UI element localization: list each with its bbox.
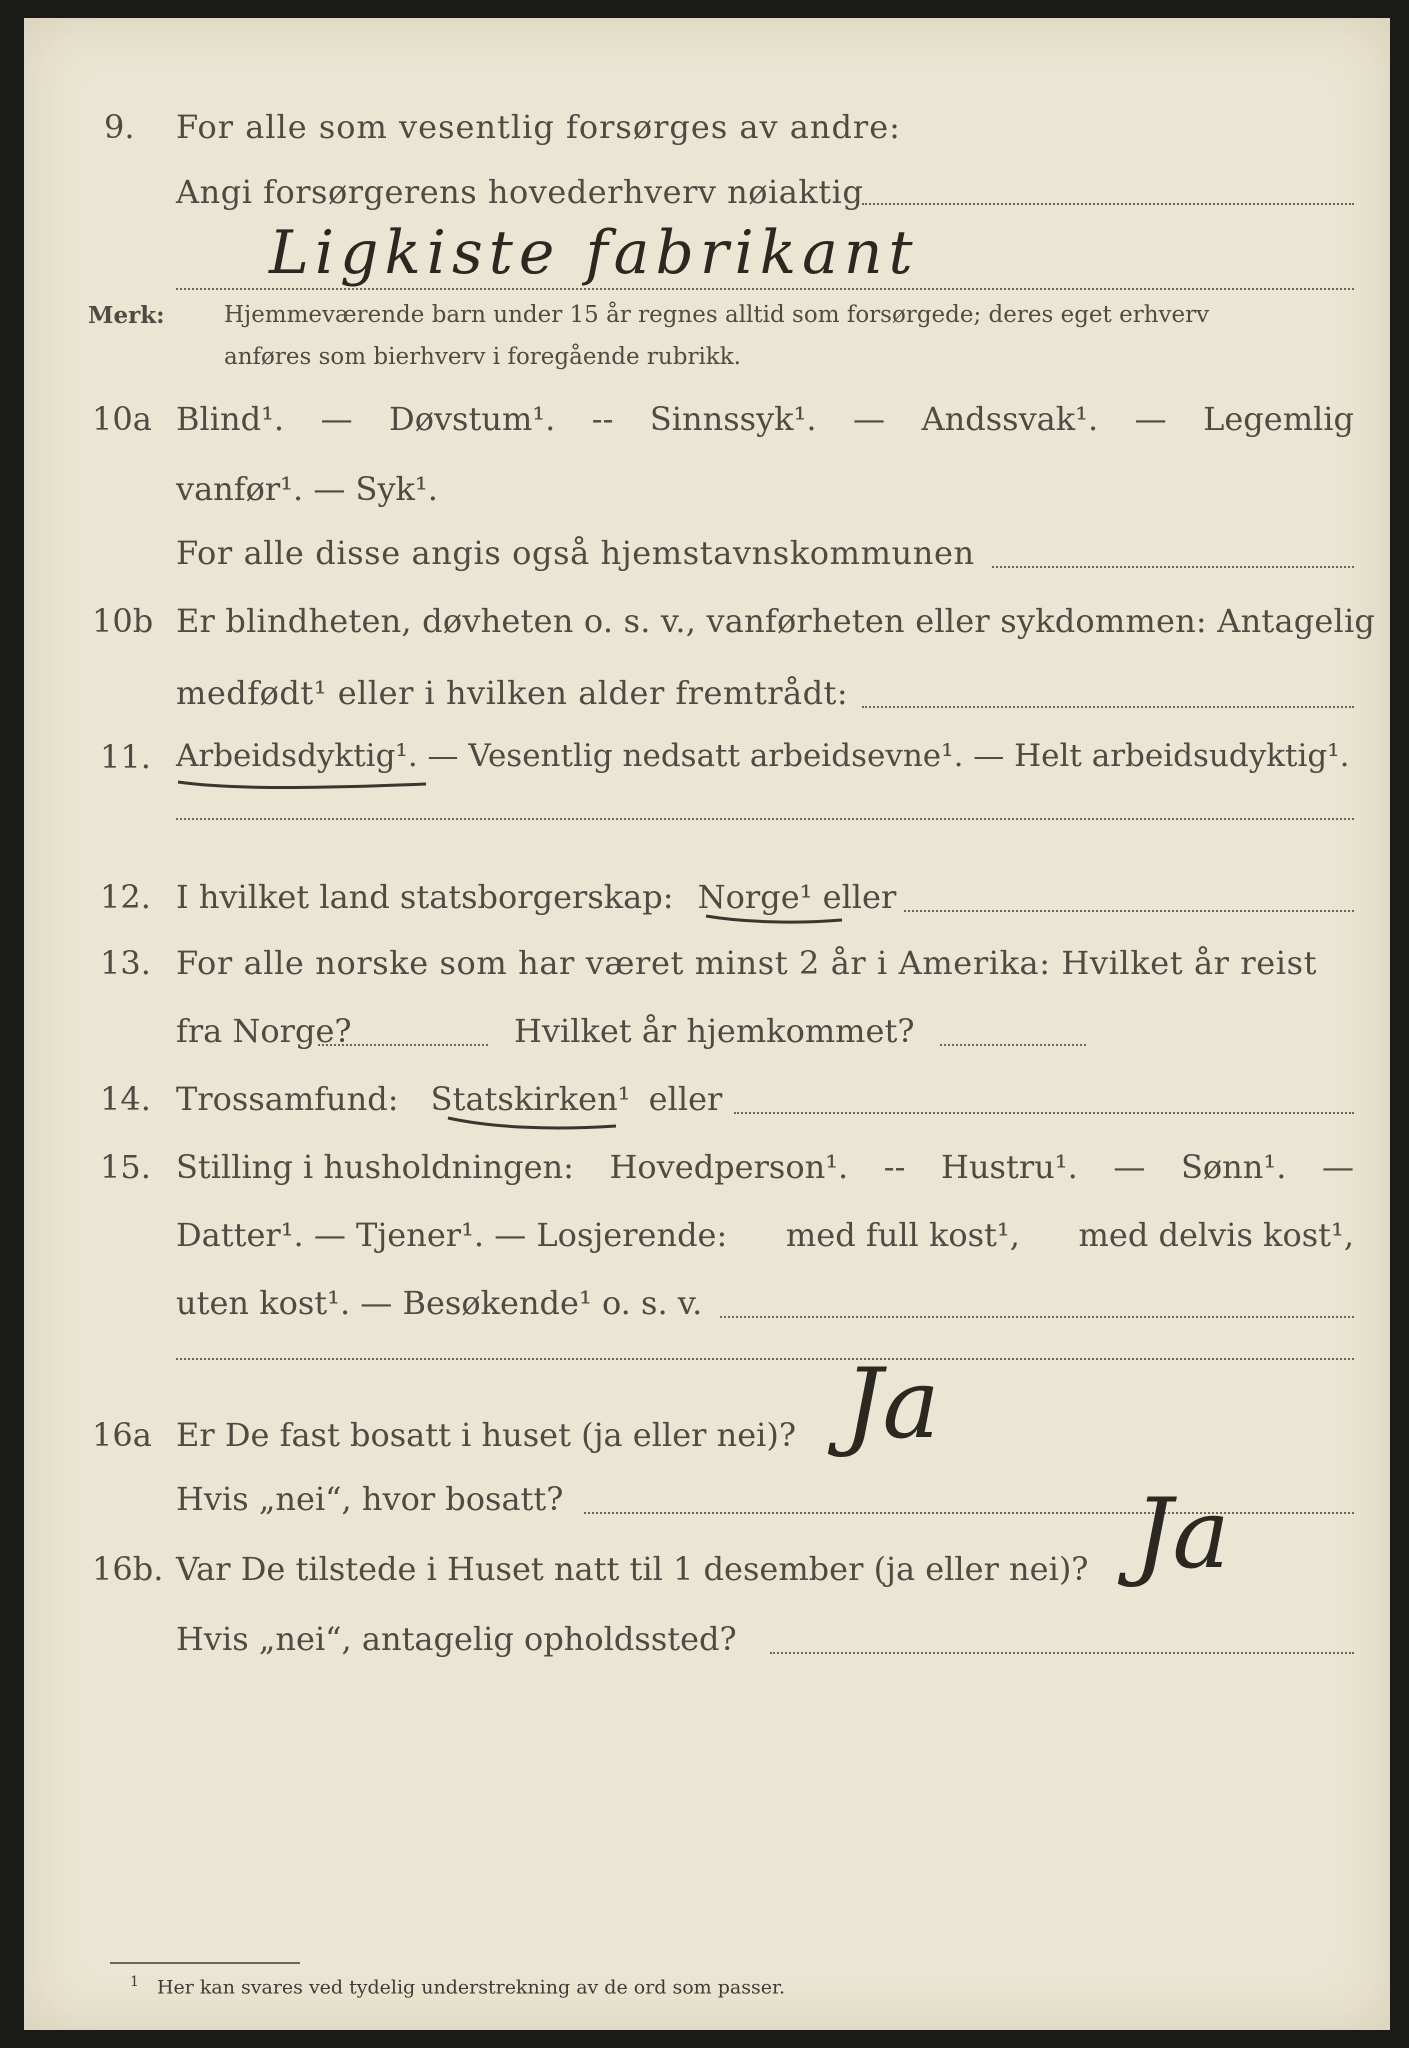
question-text: vanfør¹. — Syk¹. [176, 470, 438, 508]
answer-line [862, 706, 1354, 708]
footnote [130, 1974, 785, 1998]
option-norge: Norge¹ [697, 878, 813, 916]
answer-line [770, 1652, 1354, 1654]
footnote-text: Her kan svares ved tydelig understrekning av de ord som passer. [156, 1976, 785, 1999]
handwritten-answer: Ligkiste fabrikant [269, 218, 919, 288]
question-options [176, 400, 1354, 438]
option: Hustru¹. [941, 1148, 1078, 1186]
question-number: 10b [92, 602, 154, 640]
pen-underline [444, 1112, 624, 1136]
answer-line [720, 1316, 1354, 1318]
question-prefix: Trossamfund: [176, 1080, 399, 1118]
question-suffix: eller [648, 1080, 723, 1118]
question-number: 16a [92, 1416, 152, 1454]
option: Andssvak¹. [921, 400, 1099, 438]
question-text: Hvis „nei“, hvor bosatt? [176, 1480, 564, 1518]
answer-line [176, 1358, 1354, 1360]
answer-line [992, 566, 1354, 568]
question-number: 16b. [92, 1550, 164, 1588]
question-prefix: Stilling i husholdningen: [176, 1148, 574, 1186]
option: med delvis kost¹, [1078, 1216, 1354, 1254]
option-statskirken: Statskirken¹ [430, 1080, 631, 1118]
answer-line [584, 1512, 1354, 1514]
question-text: Var De tilstede i Huset natt til 1 desember (ja eller nei)? [176, 1550, 1089, 1588]
question-number: 12. [100, 878, 151, 916]
separator: — [1321, 1148, 1354, 1186]
pen-underline [174, 772, 434, 796]
option: Blind¹. [176, 400, 285, 438]
answer-line [176, 288, 1354, 290]
question-number: 9. [104, 108, 135, 146]
option: Sinnssyk¹. [649, 400, 817, 438]
option-sonn: Sønn¹. [1180, 1148, 1287, 1186]
answer-line [940, 1044, 1086, 1046]
handwritten-answer: Ja [844, 1348, 940, 1460]
pen-underline [702, 910, 852, 934]
answer-line [176, 818, 1354, 820]
separator: — [1113, 1148, 1146, 1186]
question-suffix: eller [822, 878, 897, 916]
question-text: Arbeidsdyktig¹. — Vesentlig nedsatt arbeidsevne¹. — Helt arbeidsudyktig¹. [176, 738, 1350, 774]
option: Datter¹. — Tjener¹. — Losjerende: [176, 1216, 728, 1254]
question-number: 14. [100, 1080, 151, 1118]
question-text: Er De fast bosatt i huset (ja eller nei)? [176, 1416, 797, 1454]
handwritten-answer: Ja [1134, 1478, 1230, 1590]
question-prefix: I hvilket land statsborgerskap: [176, 878, 674, 916]
option: Døvstum¹. [389, 400, 556, 438]
question-text: Er blindheten, døvheten o. s. v., vanførheten eller sykdommen: Antagelig [176, 602, 1376, 640]
answer-line [904, 910, 1354, 912]
separator: -- [591, 400, 614, 438]
question-number: 15. [100, 1148, 151, 1186]
footnote-rule [110, 1962, 300, 1964]
separator: -- [883, 1148, 906, 1186]
question-text: medfødt¹ eller i hvilken alder fremtrådt: [176, 674, 849, 712]
question-text: Hvis „nei“, antagelig opholdssted? [176, 1620, 737, 1658]
answer-line [862, 203, 1354, 205]
answer-line [318, 1044, 488, 1046]
question-number: 10a [92, 400, 152, 438]
question-text: For alle norske som har været minst 2 år i Amerika: Hvilket år reist [176, 944, 1318, 982]
question-text: Angi forsørgerens hovederhverv nøiaktig [176, 173, 864, 211]
separator: — [853, 400, 886, 438]
option: Legemlig [1203, 400, 1354, 438]
question-options [176, 1148, 1354, 1186]
question-text: For alle disse angis også hjemstavnskommunen [176, 534, 975, 572]
question-text: Hvilket år hjemkommet? [514, 1012, 915, 1050]
question-text: uten kost¹. — Besøkende¹ o. s. v. [176, 1284, 703, 1322]
census-form-page [24, 18, 1390, 2030]
note-text: Hjemmeværende barn under 15 år regnes alltid som forsørgede; deres eget erhverv [224, 302, 1210, 328]
question-options [176, 1216, 1354, 1254]
question-text: fra Norge? [176, 1012, 352, 1050]
question-text: For alle som vesentlig forsørges av andre: [176, 108, 901, 146]
question-number: 13. [100, 944, 151, 982]
option: med full kost¹, [785, 1216, 1020, 1254]
answer-line [734, 1112, 1354, 1114]
separator: — [1134, 400, 1167, 438]
question-number: 11. [100, 738, 151, 776]
separator: — [320, 400, 353, 438]
note-text: anføres som bierhverv i foregående rubrikk. [224, 344, 741, 370]
note-label: Merk: [88, 302, 165, 329]
footnote-marker: 1 [130, 1974, 139, 1990]
option: Hovedperson¹. [609, 1148, 849, 1186]
